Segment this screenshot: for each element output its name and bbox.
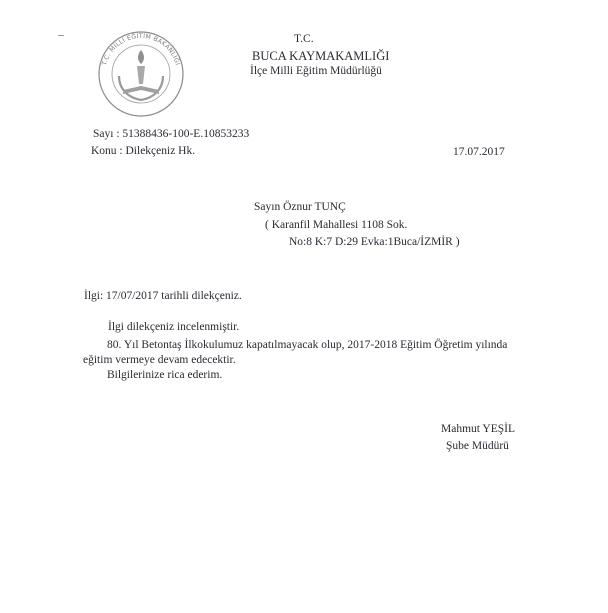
header-tc: T.C.: [294, 33, 314, 45]
signatory-title: Şube Müdürü: [446, 440, 509, 452]
body-paragraph-1: İlgi dilekçeniz incelenmiştir.: [108, 321, 240, 333]
scan-mark: [58, 35, 64, 36]
recipient-address-1: ( Karanfil Mahallesi 1108 Sok.: [265, 219, 408, 231]
header-institution: BUCA KAYMAKAMLIĞI: [252, 49, 390, 63]
body-paragraph-2a: 80. Yıl Betontaş İlkokulumuz kapatılmayacak olup, 2017-2018 Eğitim Öğretim yılında: [107, 339, 508, 351]
recipient-name: Sayın Öznur TUNÇ: [254, 201, 346, 213]
ilgi-line: İlgi: 17/07/2017 tarihli dilekçeniz.: [84, 290, 242, 302]
subject-line: Konu : Dilekçeniz Hk.: [91, 145, 196, 157]
recipient-address-2: No:8 K:7 D:29 Evka:1Buca/İZMİR ): [289, 236, 460, 248]
ministry-seal-logo: [93, 24, 189, 120]
letter-date: 17.07.2017: [453, 146, 505, 158]
signatory-name: Mahmut YEŞİL: [441, 423, 515, 435]
body-paragraph-3: Bilgilerinize rica ederim.: [107, 369, 223, 381]
body-paragraph-2b: eğitim vermeye devam edecektir.: [83, 354, 236, 366]
svg-text:T.C. MİLLİ EĞİTİM BAKANLIĞI: T.C. MİLLİ EĞİTİM BAKANLIĞI: [101, 33, 181, 67]
reference-number: Sayı : 51388436-100-E.10853233: [93, 128, 250, 140]
header-directorate: İlçe Milli Eğitim Müdürlüğü: [250, 65, 382, 77]
